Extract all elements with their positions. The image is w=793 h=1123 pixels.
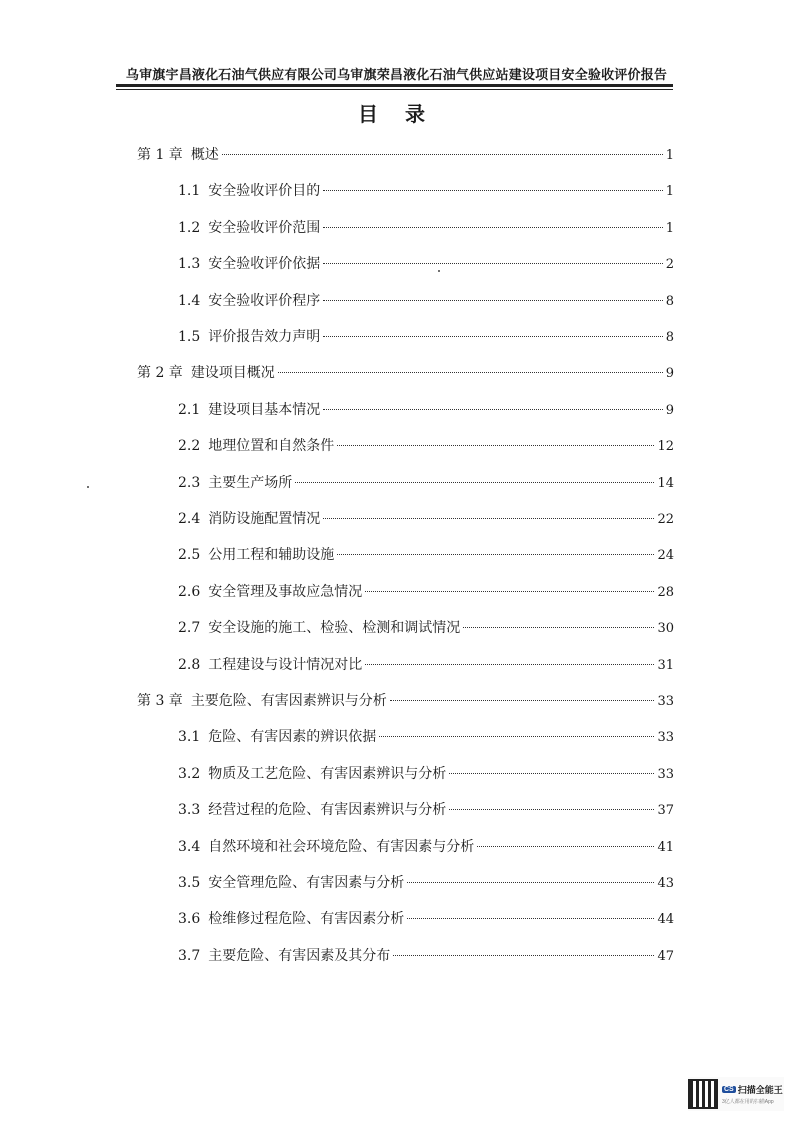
toc-entry-label <box>178 253 320 275</box>
report-header-title: 乌审旗宇昌液化石油气供应有限公司乌审旗荣昌液化石油气供应站建设项目安全验收评价报告 <box>125 68 668 83</box>
toc-entry-number: 3.1 <box>178 729 201 745</box>
toc-page-number: 1 <box>665 184 674 199</box>
toc-entry-title: 危险、有害因素的辨识依据 <box>208 729 377 745</box>
toc-entry-label <box>178 654 362 676</box>
toc-dot-leader <box>323 518 654 519</box>
toc-section-entry <box>178 472 674 494</box>
header-rule-thick <box>116 84 673 87</box>
toc-section-entry <box>178 945 674 967</box>
toc-entry-label <box>178 945 390 967</box>
toc-entry-label <box>137 362 275 384</box>
toc-section-entry <box>178 581 674 603</box>
toc-section-entry <box>178 617 674 639</box>
toc-section-entry <box>178 290 674 312</box>
toc-entry-label <box>178 180 320 202</box>
toc-dot-leader <box>278 372 663 373</box>
toc-page-number: 28 <box>657 585 674 600</box>
toc-dot-leader <box>323 227 662 228</box>
toc-dot-leader <box>337 554 654 555</box>
toc-entry-label <box>178 290 320 312</box>
toc-chapter-entry <box>137 690 674 712</box>
toc-entry-title: 工程建设与设计情况对比 <box>208 657 363 673</box>
toc-dot-leader <box>295 482 654 483</box>
toc-entry-number: 2.5 <box>178 547 201 563</box>
toc-entry-title: 物质及工艺危险、有害因素辨识与分析 <box>208 766 447 782</box>
toc-dot-leader <box>365 591 654 592</box>
toc-dot-leader <box>390 700 655 701</box>
toc-entry-number: 3.3 <box>178 802 201 818</box>
header-rule-thin <box>116 89 673 90</box>
toc-section-entry <box>178 399 674 421</box>
toc-entry-label <box>178 399 320 421</box>
toc-entry-label <box>137 144 219 166</box>
toc-section-entry <box>178 435 674 457</box>
toc-entry-label <box>178 836 474 858</box>
toc-page-number: 31 <box>657 658 674 673</box>
toc-dot-leader <box>323 409 662 410</box>
toc-entry-title: 主要生产场所 <box>208 475 293 491</box>
toc-entry-number: 2.7 <box>178 620 201 636</box>
toc-entry-title: 安全验收评价依据 <box>208 256 321 272</box>
toc-page-number: 1 <box>665 221 674 236</box>
toc-title: 目 录 <box>358 102 435 126</box>
toc-section-entry <box>178 217 674 239</box>
toc-entry-title: 消防设施配置情况 <box>208 511 321 527</box>
toc-page-number: 24 <box>657 548 674 563</box>
toc-section-entry <box>178 253 674 275</box>
toc-page-number: 1 <box>665 148 674 163</box>
toc-entry-number: 2.2 <box>178 438 201 454</box>
toc-page-number: 9 <box>665 403 674 418</box>
toc-dot-leader <box>463 627 654 628</box>
toc-dot-leader <box>407 918 654 919</box>
toc-page-number: 22 <box>657 512 674 527</box>
toc-page-number: 33 <box>657 730 674 745</box>
toc-page-number: 37 <box>657 803 674 818</box>
toc-entry-label <box>178 872 404 894</box>
toc-page-number: 33 <box>657 694 674 709</box>
toc-page-number: 43 <box>657 876 674 891</box>
toc-entry-title: 建设项目概况 <box>190 365 275 381</box>
toc-page-number: 9 <box>665 366 674 381</box>
toc-entry-title: 安全验收评价目的 <box>208 183 321 199</box>
toc-entry-label <box>178 508 320 530</box>
toc-entry-number: 3.7 <box>178 948 201 964</box>
toc-entry-title: 概述 <box>190 147 219 163</box>
toc-dot-leader <box>323 263 662 264</box>
toc-dot-leader <box>365 664 654 665</box>
scan-speck <box>87 486 89 488</box>
toc-entry-title: 安全验收评价程序 <box>208 293 321 309</box>
toc-entry-label <box>178 617 460 639</box>
toc-dot-leader <box>477 846 654 847</box>
toc-section-entry <box>178 726 674 748</box>
scanner-brand: 扫描全能王 <box>737 1085 783 1095</box>
toc-entry-label <box>178 763 446 785</box>
toc-entry-title: 安全设施的施工、检验、检测和调试情况 <box>208 620 461 636</box>
toc-page-number: 14 <box>657 476 674 491</box>
toc-entry-label <box>178 908 404 930</box>
scanner-logo: CS <box>724 1086 734 1093</box>
toc-section-entry <box>178 763 674 785</box>
toc-entry-number: 3.4 <box>178 839 201 855</box>
toc-dot-leader <box>337 445 654 446</box>
toc-entry-label <box>178 326 320 348</box>
toc-entry-title: 安全管理及事故应急情况 <box>208 584 363 600</box>
toc-entry-number: 第 2 章 <box>137 365 183 381</box>
toc-entry-number: 1.4 <box>178 293 201 309</box>
toc-entry-label <box>178 581 362 603</box>
toc-section-entry <box>178 326 674 348</box>
toc-chapter-entry <box>137 144 674 166</box>
toc-entry-title: 经营过程的危险、有害因素辨识与分析 <box>208 802 447 818</box>
toc-section-entry <box>178 799 674 821</box>
toc-entry-title: 评价报告效力声明 <box>208 329 321 345</box>
toc-entry-number: 2.4 <box>178 511 201 527</box>
toc-section-entry <box>178 908 674 930</box>
toc-entry-title: 自然环境和社会环境危险、有害因素与分析 <box>208 839 475 855</box>
toc-entry-label <box>178 544 334 566</box>
toc-entry-number: 2.8 <box>178 657 201 673</box>
toc-dot-leader <box>323 336 662 337</box>
toc-entry-title: 主要危险、有害因素辨识与分析 <box>190 693 387 709</box>
toc-entry-number: 1.5 <box>178 329 201 345</box>
toc-page-number: 8 <box>665 330 674 345</box>
toc-dot-leader <box>393 955 654 956</box>
toc-page-number: 12 <box>657 439 674 454</box>
toc-section-entry <box>178 544 674 566</box>
toc-entry-number: 第 1 章 <box>137 147 183 163</box>
toc-dot-leader <box>449 773 654 774</box>
toc-dot-leader <box>379 736 654 737</box>
toc-page-number: 2 <box>665 257 674 272</box>
toc-entry-number: 2.1 <box>178 402 201 418</box>
toc-dot-leader <box>407 882 654 883</box>
toc-entry-title: 地理位置和自然条件 <box>208 438 335 454</box>
toc-entry-number: 3.5 <box>178 875 201 891</box>
toc-entry-number: 3.2 <box>178 766 201 782</box>
toc-entry-label <box>178 217 320 239</box>
toc-entry-title: 建设项目基本情况 <box>208 402 321 418</box>
toc-page-number: 30 <box>657 621 674 636</box>
toc-entry-title: 主要危险、有害因素及其分布 <box>208 948 391 964</box>
qr-code-icon <box>688 1079 718 1109</box>
toc-entry-number: 1.2 <box>178 220 201 236</box>
toc-entry-number: 3.6 <box>178 911 201 927</box>
toc-dot-leader <box>323 300 662 301</box>
scanner-subtitle: 3亿人都在用的扫描App <box>722 1099 774 1105</box>
scanner-watermark <box>688 1077 784 1111</box>
toc-page-number: 33 <box>657 767 674 782</box>
toc-section-entry <box>178 180 674 202</box>
toc-entry-label <box>178 799 446 821</box>
toc-dot-leader <box>323 190 662 191</box>
toc-entry-number: 1.1 <box>178 183 201 199</box>
toc-page-number: 41 <box>657 840 674 855</box>
toc-entry-number: 2.3 <box>178 475 201 491</box>
toc-section-entry <box>178 508 674 530</box>
toc-entry-label <box>178 472 292 494</box>
toc-dot-leader <box>222 154 663 155</box>
toc-chapter-entry <box>137 362 674 384</box>
toc-entry-label <box>178 726 376 748</box>
toc-entry-label <box>137 690 387 712</box>
toc-page-number: 44 <box>657 912 674 927</box>
toc-entry-title: 公用工程和辅助设施 <box>208 547 335 563</box>
toc-section-entry <box>178 836 674 858</box>
toc-entry-number: 第 3 章 <box>137 693 183 709</box>
toc-entry-number: 1.3 <box>178 256 201 272</box>
toc-page-number: 8 <box>665 294 674 309</box>
toc-entry-number: 2.6 <box>178 584 201 600</box>
toc-dot-leader <box>449 809 654 810</box>
toc-section-entry <box>178 872 674 894</box>
scan-speck <box>438 270 440 272</box>
toc-page-number: 47 <box>657 949 674 964</box>
toc-entry-label <box>178 435 334 457</box>
toc-section-entry <box>178 654 674 676</box>
toc-entry-title: 安全管理危险、有害因素与分析 <box>208 875 405 891</box>
toc-entry-title: 检维修过程危险、有害因素分析 <box>208 911 405 927</box>
toc-entry-title: 安全验收评价范围 <box>208 220 321 236</box>
